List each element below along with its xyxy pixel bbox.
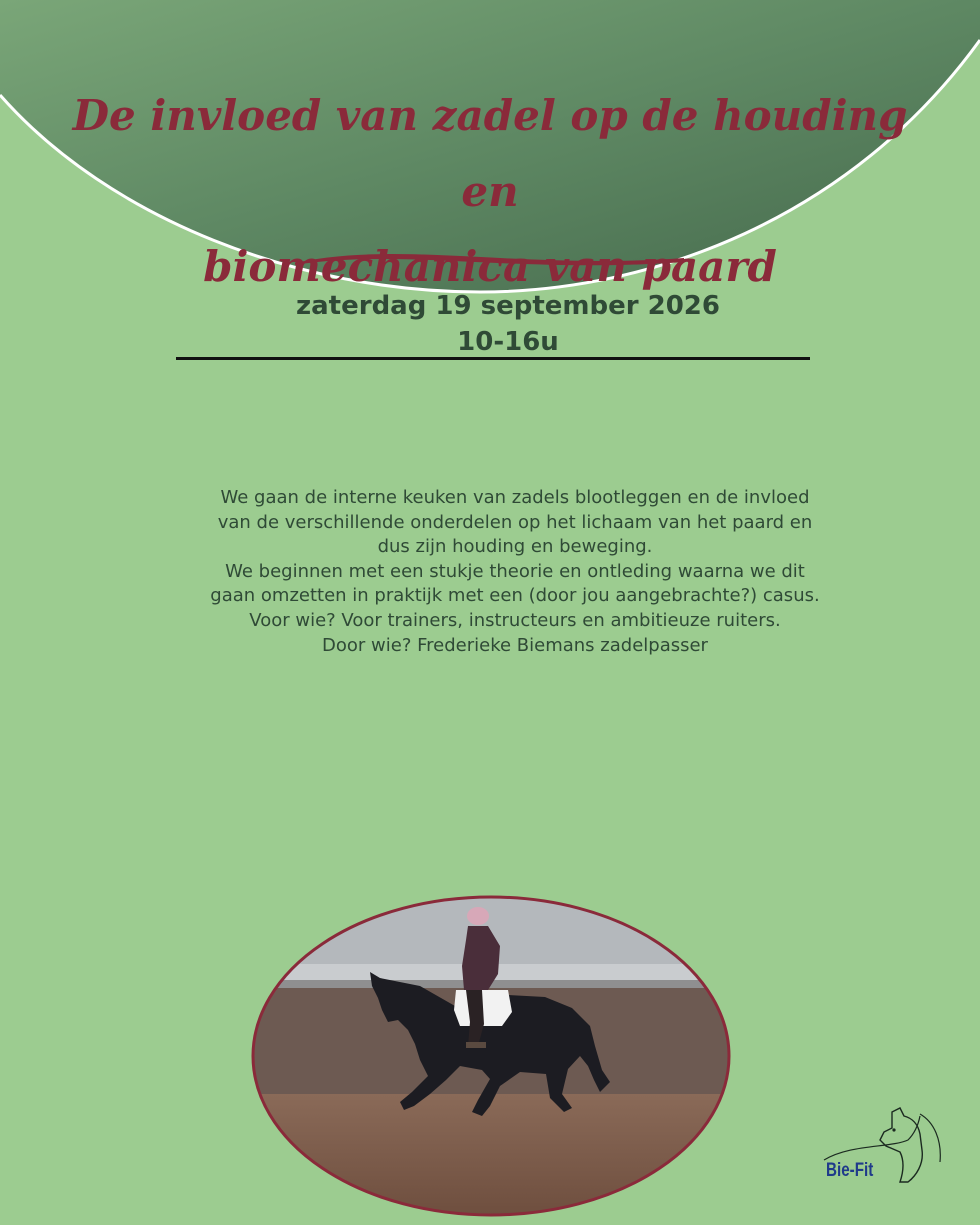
description-paragraph: We gaan de interne keuken van zadels blootleggen en de invloed van de verschillende onderdelen op het lichaam van het paard en dus zijn houding en beweging. — [217, 487, 813, 558]
description-paragraph: Door wie? Frederieke Biemans zadelpasser — [322, 634, 708, 656]
event-datetime — [178, 288, 838, 360]
logo-text: Bie-Fit — [826, 1160, 874, 1181]
event-date: zaterdag 19 september 2026 — [296, 291, 720, 321]
divider — [176, 357, 810, 360]
title-line-2: biomechanica van paard — [203, 242, 777, 292]
page-title — [60, 78, 920, 305]
description-paragraph: We beginnen met een stukje theorie en ontleding waarna we dit gaan omzetten in praktijk met een (door jou aangebrachte?) casus. — [210, 560, 820, 607]
title-line-1: De invloed van zadel op de houding en — [72, 91, 908, 216]
event-time: 10-16u — [457, 327, 559, 357]
description-paragraph: Voor wie? Voor trainers, instructeurs en ambitieuze ruiters. — [249, 609, 781, 631]
rider-horse-photo — [250, 894, 732, 1218]
event-description — [210, 486, 820, 658]
